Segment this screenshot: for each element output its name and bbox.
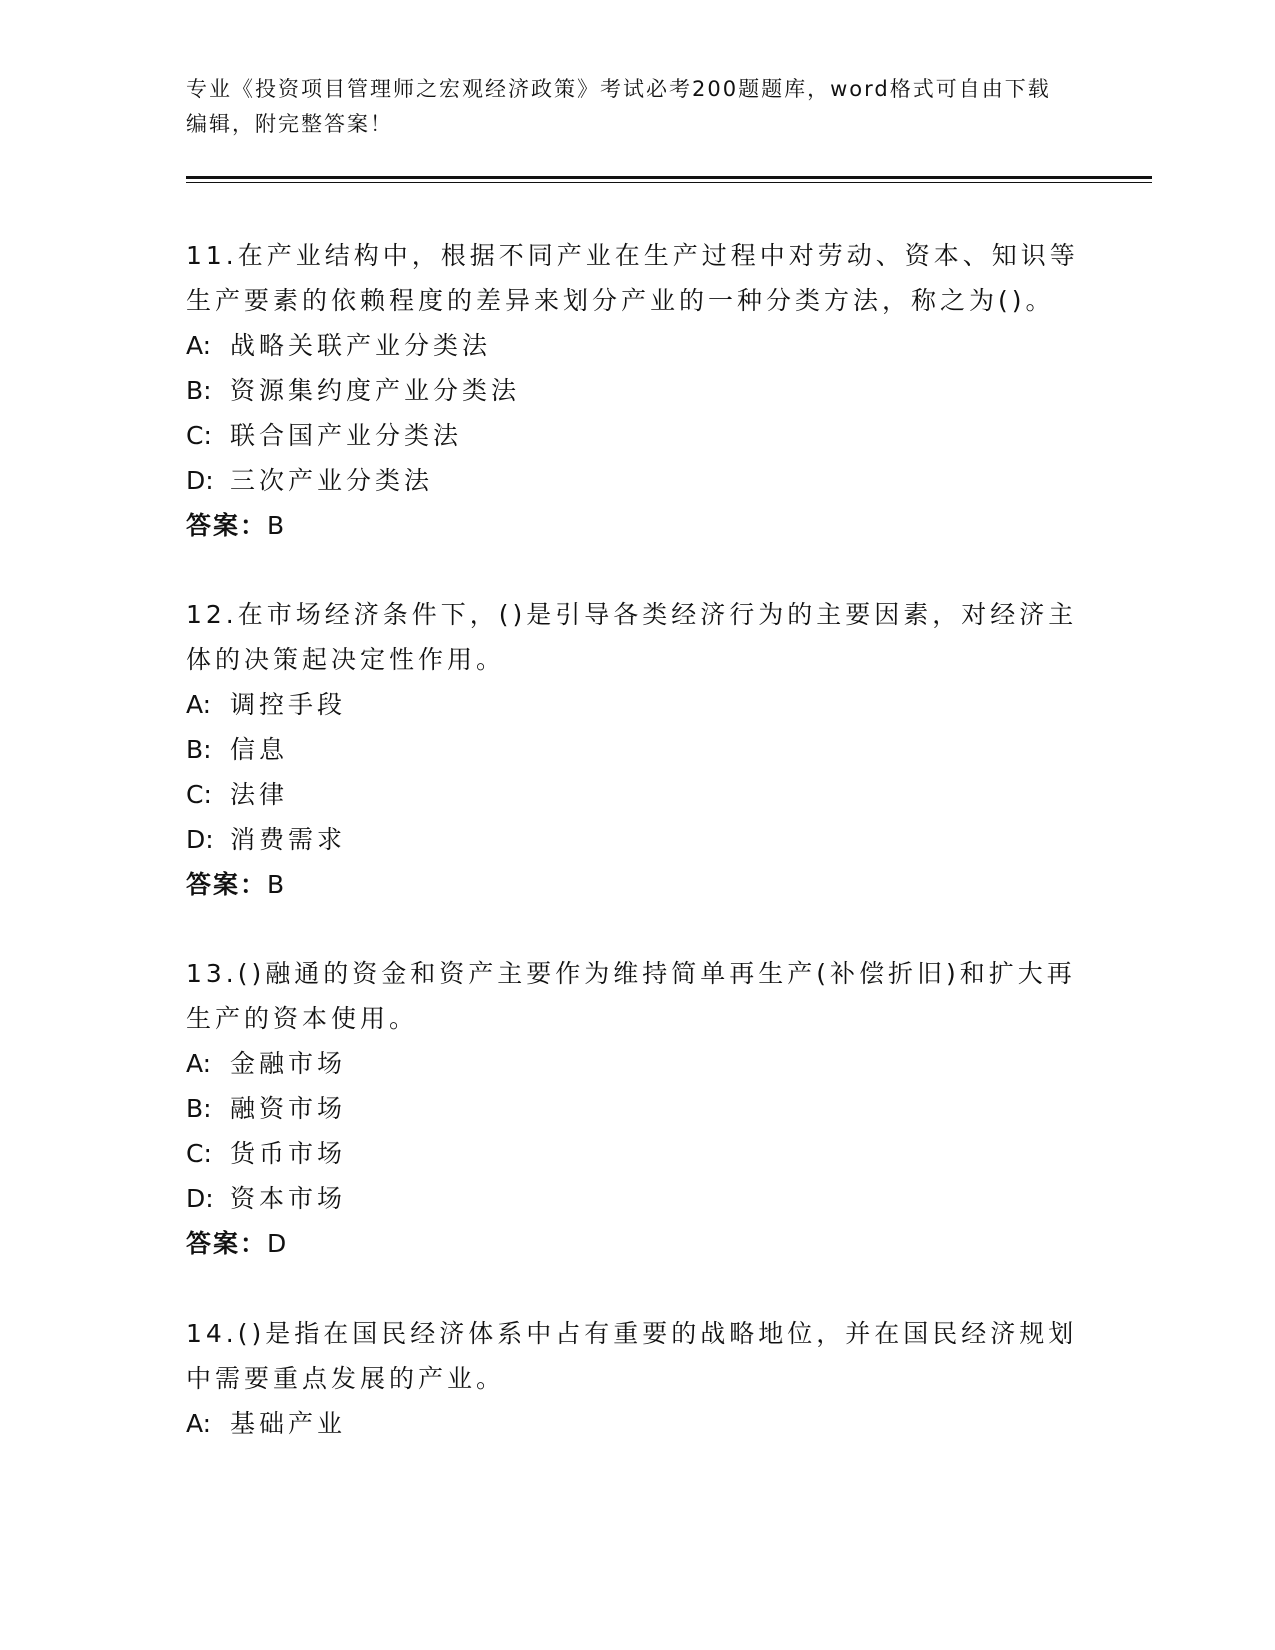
option-b: [186, 1086, 1086, 1131]
option-label: A:: [186, 331, 212, 360]
question-12: [186, 592, 1086, 907]
option-text: 信息: [230, 735, 289, 764]
option-text: 联合国产业分类法: [230, 421, 463, 450]
option-b: [186, 727, 1086, 772]
answer-value: D: [267, 1229, 289, 1258]
option-text: 法律: [230, 780, 289, 809]
option-a: [186, 323, 1086, 368]
question-13: [186, 951, 1086, 1266]
question-stem: 14.()是指在国民经济体系中占有重要的战略地位，并在国民经济规划中需要重点发展的产业。: [186, 1319, 1078, 1393]
option-text: 三次产业分类法: [230, 466, 434, 495]
option-label: A:: [186, 1409, 212, 1438]
answer-line: [186, 503, 1086, 548]
answer-line: [186, 1221, 1086, 1266]
answer-value: B: [267, 870, 287, 899]
question-14: [186, 1311, 1086, 1446]
option-c: [186, 772, 1086, 817]
option-b: [186, 368, 1086, 413]
option-label: A:: [186, 1049, 212, 1078]
option-label: A:: [186, 690, 212, 719]
option-text: 战略关联产业分类法: [230, 331, 492, 360]
answer-label: 答案：: [186, 511, 268, 540]
question-11: [186, 233, 1086, 548]
option-text: 消费需求: [230, 825, 347, 854]
option-label: D:: [186, 825, 214, 854]
option-c: [186, 413, 1086, 458]
option-text: 资本市场: [230, 1184, 347, 1213]
header-divider: [186, 176, 1152, 179]
option-label: D:: [186, 466, 214, 495]
option-label: C:: [186, 421, 212, 450]
option-text: 货币市场: [230, 1139, 347, 1168]
option-d: [186, 1176, 1086, 1221]
option-text: 基础产业: [230, 1409, 347, 1438]
answer-value: B: [267, 511, 287, 540]
option-a: [186, 1041, 1086, 1086]
header-divider-thin: [186, 182, 1152, 183]
question-stem: 13.()融通的资金和资产主要作为维持简单再生产(补偿折旧)和扩大再生产的资本使用。: [186, 959, 1076, 1033]
option-text: 融资市场: [230, 1094, 347, 1123]
option-label: C:: [186, 1139, 212, 1168]
answer-label: 答案：: [186, 870, 268, 899]
answer-line: [186, 862, 1086, 907]
option-c: [186, 1131, 1086, 1176]
question-stem: 11.在产业结构中，根据不同产业在生产过程中对劳动、资本、知识等生产要素的依赖程度的差异来划分产业的一种分类方法，称之为()。: [186, 241, 1079, 315]
option-a: [186, 682, 1086, 727]
option-label: D:: [186, 1184, 214, 1213]
option-label: C:: [186, 780, 212, 809]
option-text: 资源集约度产业分类法: [230, 376, 521, 405]
option-label: B:: [186, 376, 212, 405]
document-header: 专业《投资项目管理师之宏观经济政策》考试必考200题题库，word格式可自由下载编辑，附完整答案！: [186, 77, 1051, 136]
option-d: [186, 817, 1086, 862]
option-text: 金融市场: [230, 1049, 347, 1078]
option-text: 调控手段: [230, 690, 347, 719]
answer-label: 答案：: [186, 1229, 268, 1258]
option-a: [186, 1401, 1086, 1446]
option-d: [186, 458, 1086, 503]
option-label: B:: [186, 735, 212, 764]
question-stem: 12.在市场经济条件下，()是引导各类经济行为的主要因素，对经济主体的决策起决定性作用。: [186, 600, 1078, 674]
option-label: B:: [186, 1094, 212, 1123]
